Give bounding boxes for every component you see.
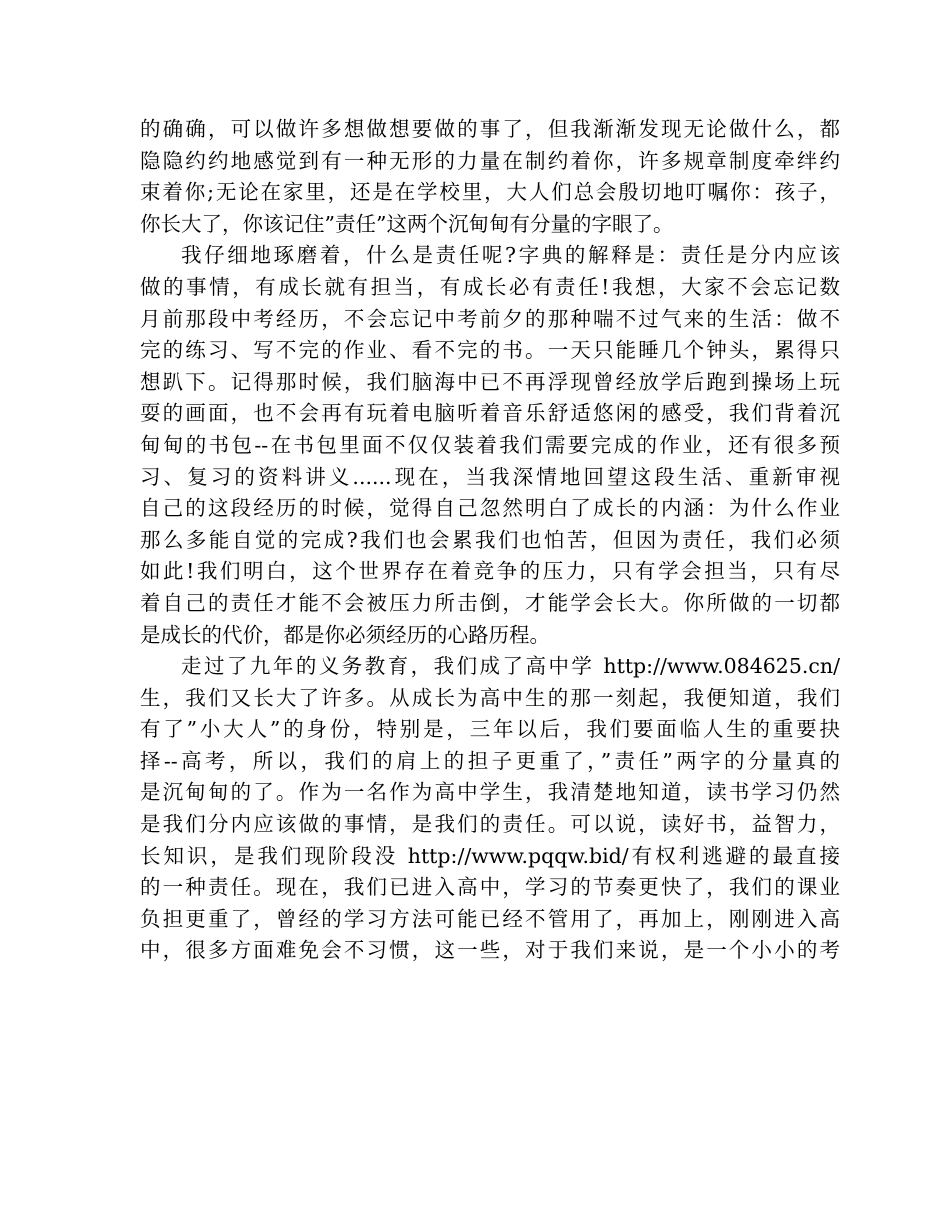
text-line: 着自己的责任才能不会被压力所击倒，才能学会长大。你所做的一切都	[140, 590, 840, 615]
text-line: 月前那段中考经历，不会忘记中考前夕的那种喘不过气来的生活：做不	[140, 306, 840, 331]
text-line: 是我们分内应该做的事情，是我们的责任。可以说，读好书，益智力，	[140, 812, 840, 837]
text-line: 想趴下。记得那时候，我们脑海中已不再浮现曾经放学后跑到操场上玩	[140, 369, 840, 394]
text-line: 走过了九年的义务教育，我们成了高中学 http://www.084625.cn/	[181, 654, 840, 679]
text-line: 生，我们又长大了许多。从成长为高中生的那一刻起，我便知道，我们	[140, 685, 840, 710]
text-line: 择--高考，所以，我们的肩上的担子更重了，”责任”两字的分量真的	[140, 748, 840, 773]
text-line: 是沉甸甸的了。作为一名作为高中学生，我清楚地知道，读书学习仍然	[140, 780, 840, 805]
text-line: 做的事情，有成长就有担当，有成长必有责任!我想，大家不会忘记数	[140, 274, 840, 299]
text-line: 有了”小大人”的身份，特别是，三年以后，我们要面临人生的重要抉	[140, 717, 840, 742]
text-line: 你长大了，你该记住”责任”这两个沉甸甸有分量的字眼了。	[140, 211, 674, 236]
text-line: 习、复习的资料讲义......现在，当我深情地回望这段生活、重新审视	[140, 464, 840, 489]
text-line: 隐隐约约地感觉到有一种无形的力量在制约着你，许多规章制度牵绊约	[140, 148, 840, 173]
text-line: 耍的画面，也不会再有玩着电脑听着音乐舒适悠闲的感受，我们背着沉	[140, 401, 840, 426]
body-text	[140, 114, 840, 967]
text-line: 甸甸的书包--在书包里面不仅仅装着我们需要完成的作业，还有很多预	[140, 432, 840, 457]
text-line: 我仔细地琢磨着，什么是责任呢?字典的解释是：责任是分内应该	[181, 243, 840, 268]
text-line: 的确确，可以做许多想做想要做的事了，但我渐渐发现无论做什么，都	[140, 117, 840, 141]
text-line: 是成长的代价，都是你必须经历的心路历程。	[140, 622, 550, 647]
text-line: 的一种责任。现在，我们已进入高中，学习的节奏更快了，我们的课业	[140, 875, 840, 900]
text-line: 自己的这段经历的时候，觉得自己忽然明白了成长的内涵：为什么作业	[140, 496, 840, 521]
text-line: 负担更重了，曾经的学习方法可能已经不管用了，再加上，刚刚进入高	[140, 906, 840, 931]
text-line: 如此!我们明白，这个世界存在着竞争的压力，只有学会担当，只有尽	[140, 559, 840, 584]
text-line: 束着你;无论在家里，还是在学校里，大人们总会殷切地叮嘱你：孩子，	[140, 180, 840, 205]
text-line: 中，很多方面难免会不习惯，这一些，对于我们来说，是一个小小的考	[140, 938, 840, 963]
text-line: 长知识，是我们现阶段没 http://www.pqqw.bid/有权利逃避的最直接	[140, 843, 840, 868]
text-line: 完的练习、写不完的作业、看不完的书。一天只能睡几个钟头，累得只	[140, 338, 840, 363]
text-line: 那么多能自觉的完成?我们也会累我们也怕苦，但因为责任，我们必须	[140, 527, 840, 552]
